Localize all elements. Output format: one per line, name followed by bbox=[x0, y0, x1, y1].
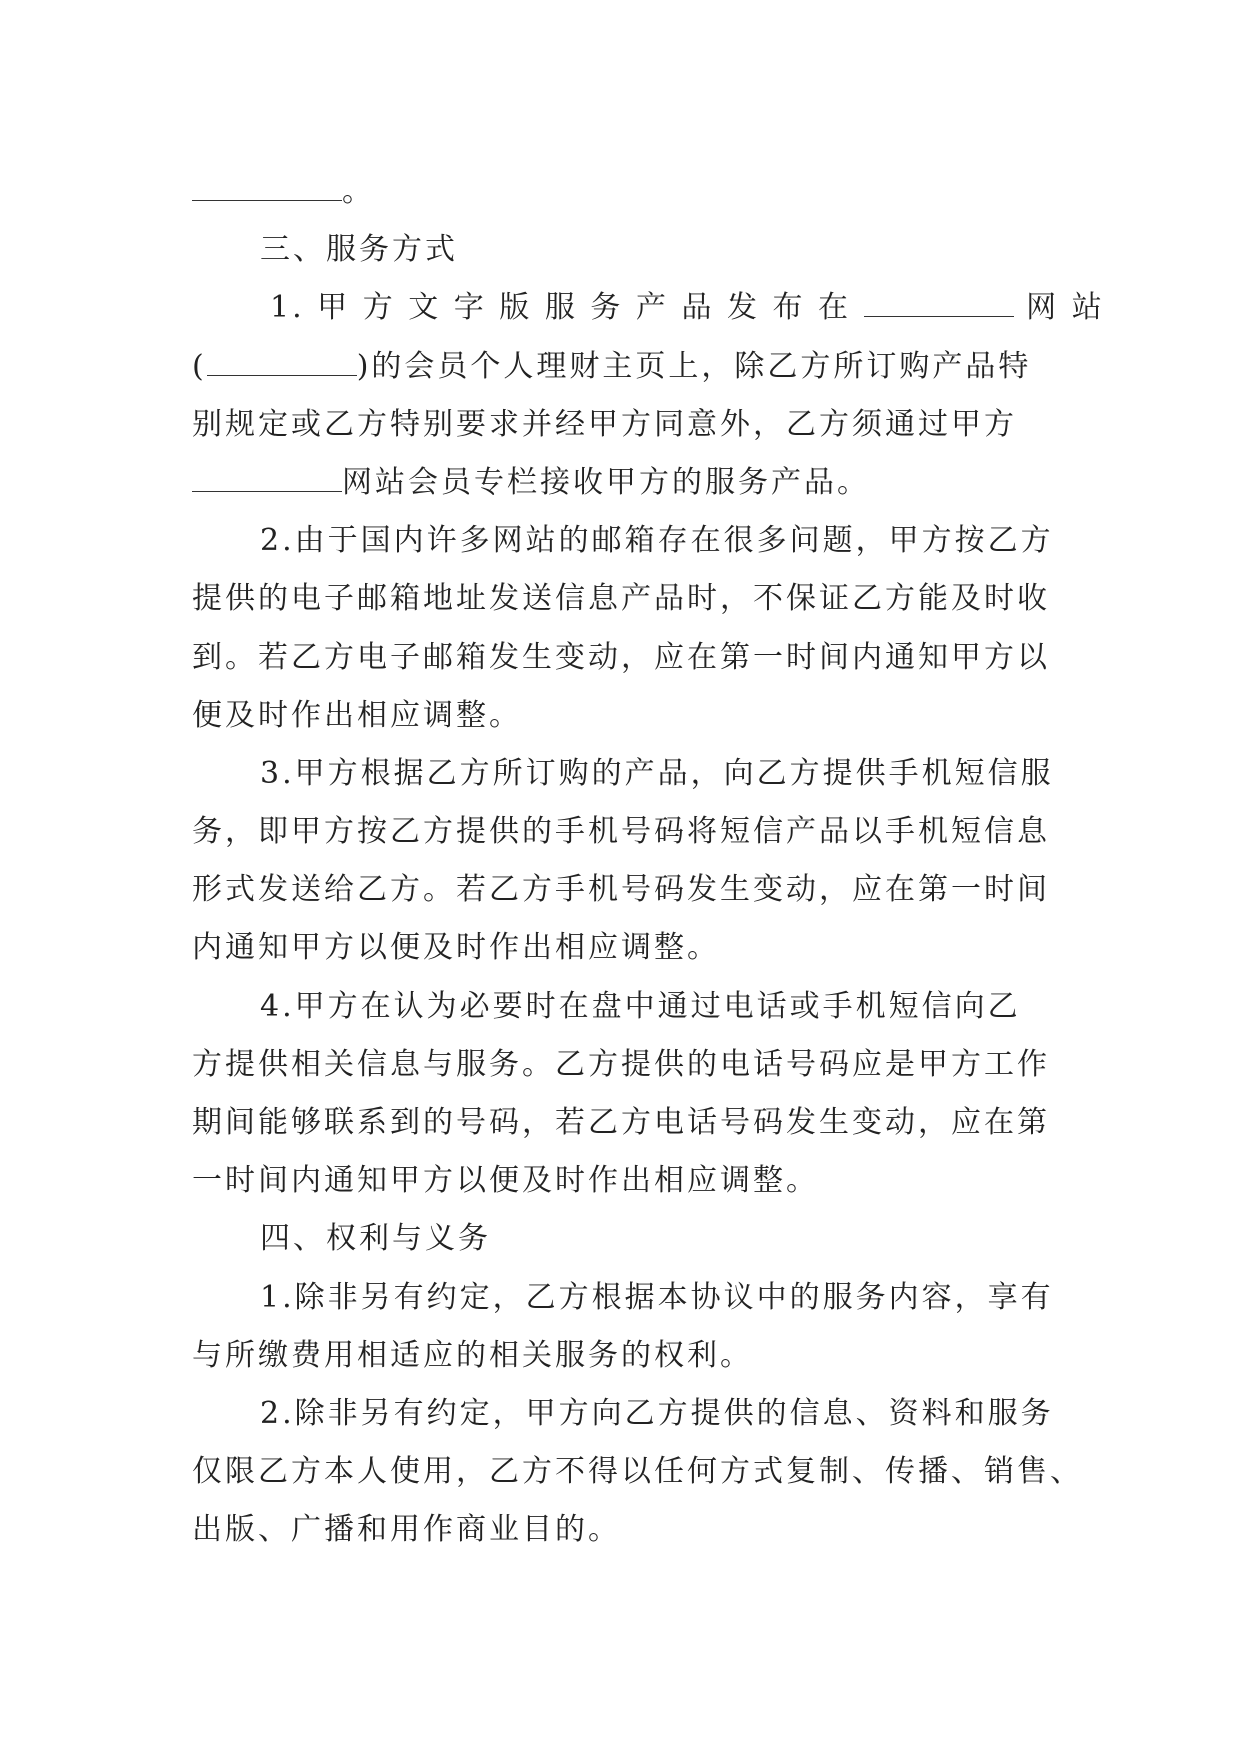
fill-in-blank bbox=[207, 343, 357, 376]
text-line bbox=[192, 396, 1054, 454]
line-text: 到。若乙方电子邮箱发生变动，应在第一时间内通知甲方以 bbox=[192, 639, 1050, 675]
fill-in-blank bbox=[864, 284, 1014, 317]
line-text: 2.由于国内许多网站的邮箱存在很多问题，甲方按乙方 bbox=[260, 523, 1054, 559]
text-line bbox=[192, 1094, 1054, 1152]
line-text: ( bbox=[192, 348, 207, 384]
line-text: 仅限乙方本人使用，乙方不得以任何方式复制、传播、销售、 bbox=[192, 1454, 1083, 1490]
text-line bbox=[192, 861, 1054, 919]
text-line bbox=[192, 919, 1054, 977]
text-line bbox=[192, 1152, 1054, 1210]
line-text: 网 站 bbox=[1026, 290, 1105, 326]
line-text: 一时间内通知甲方以便及时作出相应调整。 bbox=[192, 1163, 819, 1199]
line-text: 别规定或乙方特别要求并经甲方同意外，乙方须通过甲方 bbox=[192, 406, 1017, 442]
text-line bbox=[192, 1327, 1054, 1385]
line-text: 务，即甲方按乙方提供的手机号码将短信产品以手机短信息 bbox=[192, 814, 1050, 850]
line-text: 网站会员专栏接收甲方的服务产品。 bbox=[342, 464, 870, 500]
line-text: 1.除非另有约定，乙方根据本协议中的服务内容，享有 bbox=[260, 1279, 1054, 1315]
section-heading-service-method bbox=[192, 221, 1054, 279]
line-text: 。 bbox=[342, 174, 375, 209]
text-line bbox=[192, 1443, 1083, 1501]
text-line bbox=[192, 570, 1054, 628]
line-text: 便及时作出相应调整。 bbox=[192, 697, 522, 733]
text-line bbox=[192, 1036, 1054, 1094]
text-line bbox=[192, 745, 1054, 803]
fill-in-blank bbox=[192, 168, 342, 201]
document-body bbox=[192, 163, 1105, 1560]
line-text: 1. 甲 方 文 字 版 服 务 产 品 发 布 在 bbox=[270, 290, 852, 326]
section-heading-rights-obligations bbox=[192, 1210, 1054, 1268]
text-line bbox=[192, 454, 1054, 512]
line-text: 与所缴费用相适应的相关服务的权利。 bbox=[192, 1337, 753, 1373]
line-text: 2.除非另有约定，甲方向乙方提供的信息、资料和服务 bbox=[260, 1395, 1054, 1431]
text-line bbox=[192, 163, 1054, 221]
line-text: 期间能够联系到的号码，若乙方电话号码发生变动，应在第 bbox=[192, 1105, 1050, 1140]
line-text: 提供的电子邮箱地址发送信息产品时，不保证乙方能及时收 bbox=[192, 581, 1050, 617]
heading-text: 三、服务方式 bbox=[260, 232, 458, 268]
fill-in-blank bbox=[192, 459, 342, 492]
text-line bbox=[192, 629, 1054, 687]
text-line bbox=[192, 1269, 1054, 1327]
line-text: 4.甲方在认为必要时在盘中通过电话或手机短信向乙 bbox=[260, 988, 1021, 1024]
line-text: )的会员个人理财主页上，除乙方所订购产品特 bbox=[356, 348, 1032, 384]
text-line bbox=[192, 1385, 1054, 1443]
text-line bbox=[192, 1501, 1054, 1559]
line-text: 内通知甲方以便及时作出相应调整。 bbox=[192, 930, 720, 966]
heading-text: 四、权利与义务 bbox=[260, 1221, 491, 1257]
text-line bbox=[192, 338, 1054, 396]
line-text: 方提供相关信息与服务。乙方提供的电话号码应是甲方工作 bbox=[192, 1046, 1050, 1082]
text-line bbox=[192, 803, 1054, 861]
line-text: 出版、广播和用作商业目的。 bbox=[192, 1512, 621, 1548]
line-text: 3.甲方根据乙方所订购的产品，向乙方提供手机短信服 bbox=[260, 755, 1054, 791]
text-line bbox=[192, 512, 1054, 570]
text-line bbox=[192, 279, 1105, 337]
text-line bbox=[192, 978, 1054, 1036]
text-line bbox=[192, 687, 1054, 745]
line-text: 形式发送给乙方。若乙方手机号码发生变动，应在第一时间 bbox=[192, 872, 1050, 908]
